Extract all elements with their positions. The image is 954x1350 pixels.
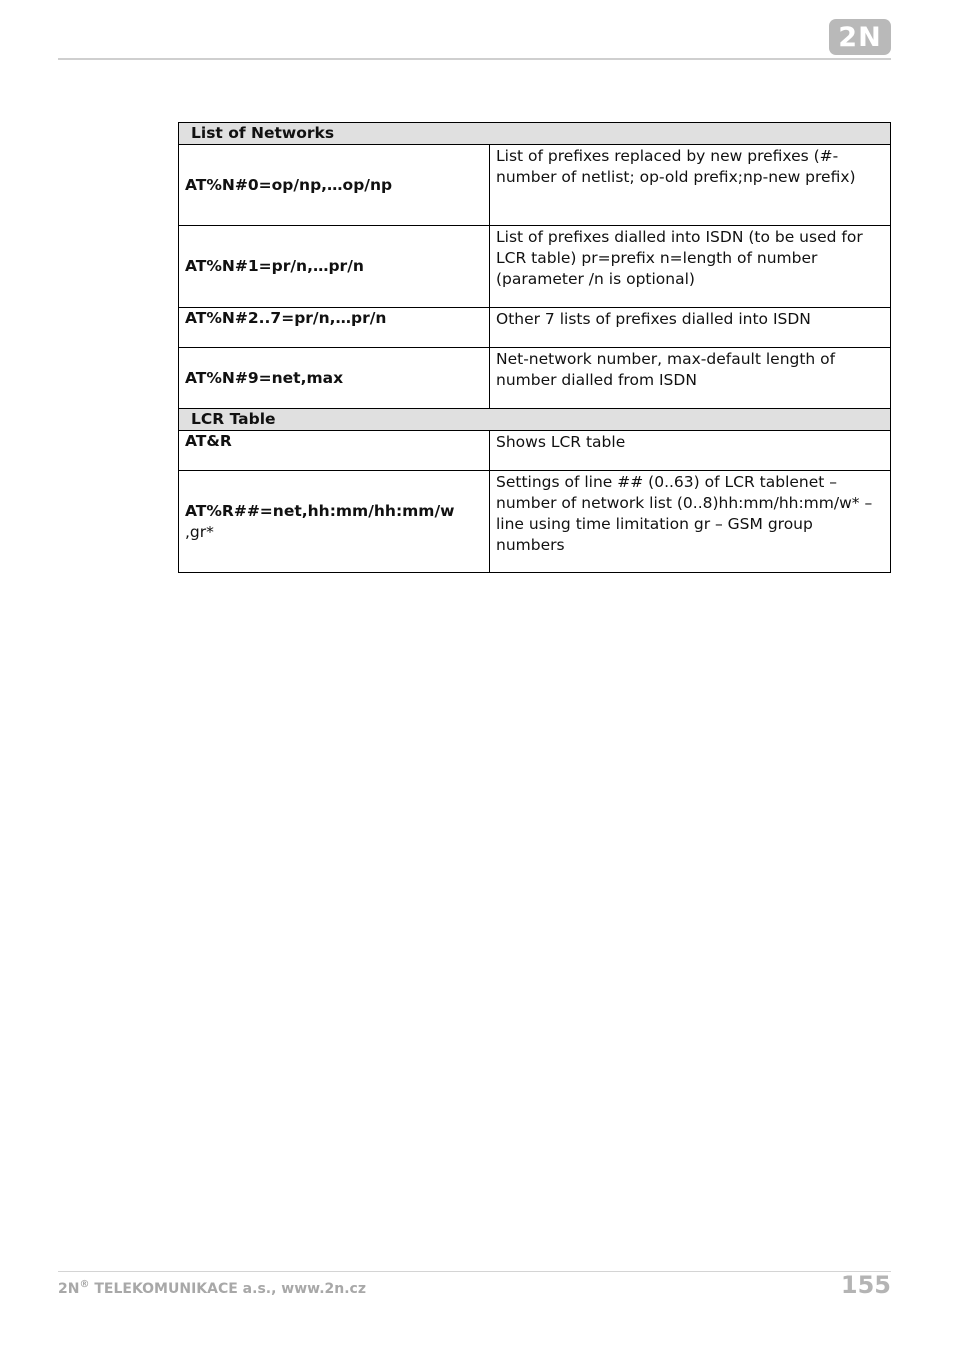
command-suffix: ,gr* (185, 522, 214, 541)
footer-company-text: TELEKOMUNIKACE a.s., www.2n.cz (89, 1281, 366, 1297)
footer-brand: 2N (58, 1281, 80, 1297)
description-cell: Shows LCR table (490, 431, 891, 471)
description-cell: Settings of line ## (0..63) of LCR tablenet – number of network list (0..8)hh:mm/hh:mm/w* – line using time limitation gr – GSM group numbers (490, 471, 891, 573)
registered-mark: ® (79, 1279, 90, 1290)
section-header-row (179, 123, 891, 145)
description-cell: List of prefixes dialled into ISDN (to be used for LCR table) pr=prefix n=length of number (parameter /n is optional) (490, 226, 891, 308)
footer-rule (58, 1271, 891, 1272)
table-row (179, 308, 891, 348)
command-cell: AT%N#0=op/np,…op/np (179, 145, 490, 226)
section-title-lcr-table: LCR Table (179, 409, 891, 431)
table-row (179, 145, 891, 226)
footer-company (58, 1279, 366, 1297)
header-rule (58, 58, 891, 60)
command-cell (179, 471, 490, 573)
table-row (179, 226, 891, 308)
command-cell: AT&R (179, 431, 490, 471)
command-cell: AT%N#9=net,max (179, 348, 490, 409)
at-command-table (178, 122, 891, 573)
command-cell: AT%N#1=pr/n,…pr/n (179, 226, 490, 308)
description-cell: Other 7 lists of prefixes dialled into ISDN (490, 308, 891, 348)
section-title-list-of-networks: List of Networks (179, 123, 891, 145)
page-number: 155 (840, 1271, 891, 1299)
table-row (179, 471, 891, 573)
2n-logo (829, 19, 891, 55)
command-cell: AT%N#2..7=pr/n,…pr/n (179, 308, 490, 348)
description-cell: List of prefixes replaced by new prefixes (#-number of netlist; op-old prefix;np-new prefix) (490, 145, 891, 226)
table-row (179, 348, 891, 409)
command-text: AT%R##=net,hh:mm/hh:mm/w (185, 501, 455, 520)
section-header-row (179, 409, 891, 431)
description-cell: Net-network number, max-default length of number dialled from ISDN (490, 348, 891, 409)
logo-text: 2N (838, 21, 882, 53)
table-row (179, 431, 891, 471)
